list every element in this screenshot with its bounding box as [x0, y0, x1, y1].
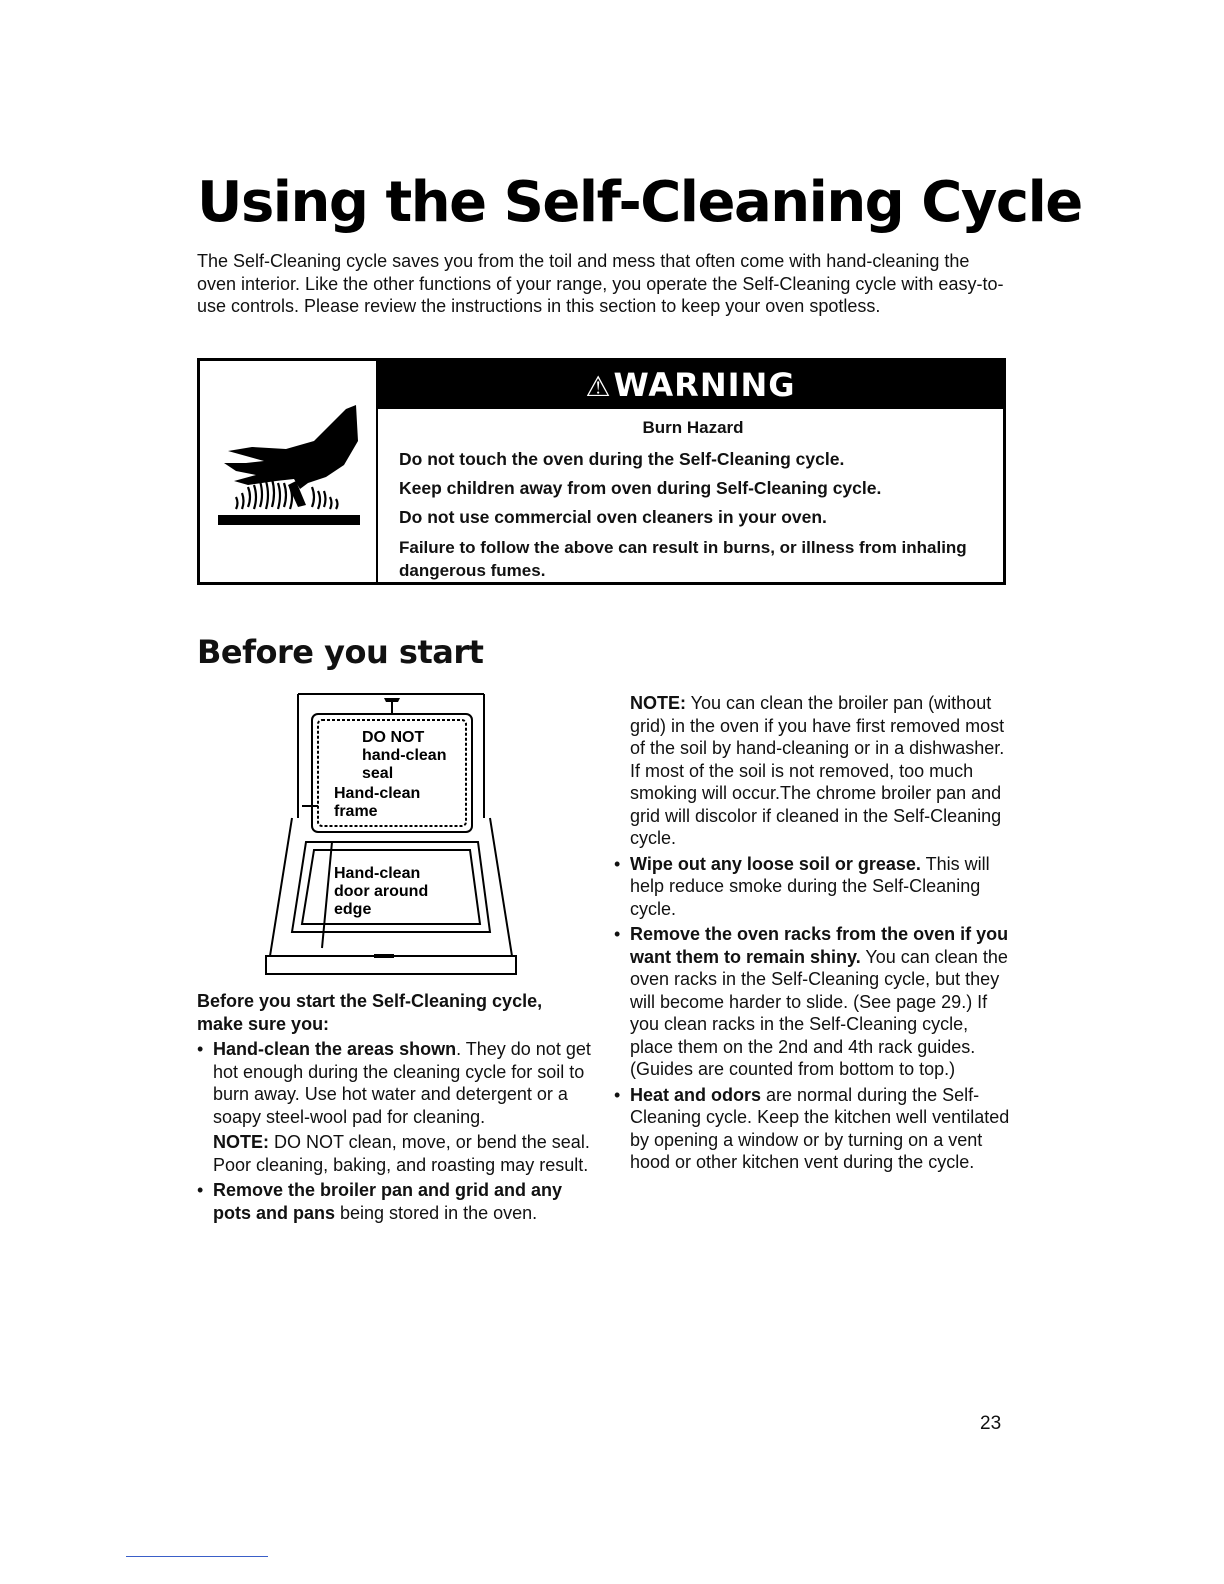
bullet-icon: •: [614, 853, 621, 874]
label-door-2: door around: [334, 883, 429, 900]
label-seal-1: DO NOT: [362, 729, 425, 746]
right-bullet-1-text: This will help reduce smoke during the Self-Cleaning cycle.: [630, 853, 990, 919]
left-note-label: NOTE:: [213, 1132, 269, 1152]
right-note-text: You can clean the broiler pan (without grid) in the oven if you have first removed most of the soil by hand-cleaning or in a dishwasher. If most of the soil is not removed, too much smoking will occur.The chrome broiler pan and grid will discolor if cleaned in the Self-Cleaning cycle.: [630, 693, 1005, 848]
intro-paragraph: The Self-Cleaning cycle saves you from the toil and mess that often come with hand-cleaning the oven interior. Like the other functions of your range, you operate the Self-Cleaning cycle with easy-to-use controls. Please review the instructions in this section to keep your oven spotless.: [197, 251, 1004, 316]
warning-triangle-icon: ⚠: [585, 370, 612, 403]
left-bullet-1: [197, 1038, 592, 1128]
bullet-icon: •: [614, 1084, 621, 1105]
warning-header-label: WARNING: [613, 366, 796, 404]
warning-line-2: Keep children away from oven during Self-Cleaning cycle.: [399, 478, 882, 498]
hot-surface-hand-icon: [216, 401, 362, 531]
right-note-label: NOTE:: [630, 693, 686, 713]
oven-door-diagram: [262, 692, 522, 987]
left-note-text: DO NOT clean, move, or bend the seal. Poor cleaning, baking, and roasting may result.: [213, 1132, 590, 1175]
right-bullet-1-bold: Wipe out any loose soil or grease.: [630, 853, 921, 874]
left-bullet-1-text: . They do not get hot enough during the cleaning cycle for soil to burn away. Use hot water and detergent or a soapy steel-wool pad for cleaning.: [213, 1039, 591, 1127]
right-bullet-1: [614, 853, 1014, 921]
left-bullet-2-bold: Remove the broiler pan and grid and any pots and pans: [213, 1180, 563, 1223]
warning-header: [378, 361, 1003, 409]
left-bullet-2: [197, 1179, 592, 1224]
right-bullet-2-text: You can clean the oven racks in the Self-Cleaning cycle, but they will become harder to slide. (See page 29.) If you clean racks in the Self-Cleaning cycle, place them on the 2nd and 4th rack guides. (Guides are counted from bottom to top.): [630, 946, 1008, 1079]
left-note: [197, 1131, 592, 1176]
right-column: [614, 692, 1014, 1174]
label-frame-2: frame: [334, 803, 378, 820]
warning-icon-cell: [200, 361, 378, 582]
label-door-1: Hand-clean: [334, 865, 421, 882]
left-lead: Before you start the Self-Cleaning cycle, make sure you:: [197, 991, 543, 1034]
warning-failure-text: Failure to follow the above can result in burns, or illness from inhaling dangerous fumes.: [399, 538, 967, 580]
right-bullet-3-text: are normal during the Self-Cleaning cycle. Keep the kitchen well ventilated by opening a window or by turning on a vent hood or other kitchen vent during the cycle.: [630, 1084, 1010, 1172]
oven-door-illustration: [262, 692, 522, 982]
label-frame-1: Hand-clean: [334, 785, 421, 802]
right-bullet-3-bold: Heat and odors: [630, 1084, 762, 1105]
warning-line-3: Do not use commercial oven cleaners in your oven.: [399, 507, 827, 527]
left-column: [197, 990, 592, 1224]
footer-rule: [126, 1556, 268, 1557]
right-bullet-2-bold: Remove the oven racks from the oven if you want them to remain shiny.: [630, 924, 1009, 967]
hazard-title: Burn Hazard: [642, 418, 744, 437]
bullet-icon: •: [197, 1039, 204, 1059]
right-note: [614, 692, 1014, 850]
left-bullet-2-text: being stored in the oven.: [335, 1202, 538, 1223]
label-seal-3: seal: [362, 765, 394, 782]
right-bullet-3: [614, 1084, 1014, 1174]
warning-line-1: Do not touch the oven during the Self-Cleaning cycle.: [399, 449, 845, 469]
warning-box: [197, 358, 1006, 585]
page-title: Using the Self-Cleaning Cycle: [197, 170, 1082, 235]
right-bullet-2: [614, 923, 1014, 1081]
label-seal-2: hand-clean: [362, 747, 447, 764]
bullet-icon: •: [197, 1180, 204, 1200]
section-heading: Before you start: [197, 633, 484, 671]
left-bullet-1-bold: Hand-clean the areas shown: [213, 1039, 457, 1059]
page-number: 23: [980, 1413, 1002, 1434]
label-door-3: edge: [334, 901, 372, 918]
warning-body: [399, 413, 987, 582]
bullet-icon: •: [614, 924, 621, 944]
